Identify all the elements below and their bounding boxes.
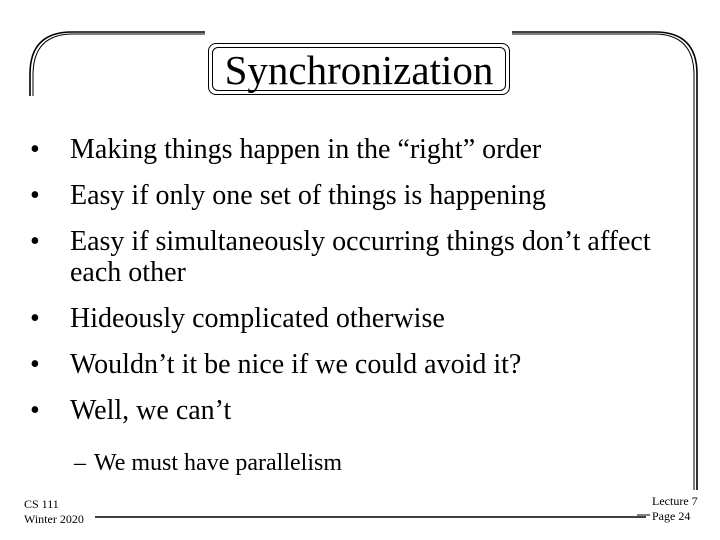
bullet-text: Well, we can’t: [70, 395, 232, 426]
bullet-marker: •: [30, 226, 40, 257]
bullet-text: Hideously complicated otherwise: [70, 303, 445, 334]
title-box: [208, 43, 510, 95]
sub-bullet: [74, 449, 342, 477]
bullet-item: [30, 303, 690, 334]
bullet-list: [30, 134, 690, 441]
footer-course: [24, 497, 84, 527]
lecture-number: Lecture 7: [652, 494, 698, 508]
course-term: Winter 2020: [24, 512, 84, 526]
sub-bullet-marker: –: [74, 450, 86, 476]
bullet-text: Easy if simultaneously occurring things don’t affect each other: [70, 226, 651, 288]
slide-title: Synchronization: [224, 46, 494, 93]
bullet-item: [30, 180, 690, 211]
course-number: CS 111: [24, 497, 59, 511]
bullet-text: Easy if only one set of things is happening: [70, 180, 546, 211]
bullet-marker: •: [30, 180, 40, 211]
bullet-item: [30, 226, 690, 288]
frame-left-curve: [30, 32, 205, 96]
bullet-text: Wouldn’t it be nice if we could avoid it?: [70, 349, 522, 380]
bullet-marker: •: [30, 349, 40, 380]
bullet-marker: •: [30, 134, 40, 165]
bullet-item: [30, 349, 690, 380]
bullet-marker: •: [30, 395, 40, 426]
bullet-text: Making things happen in the “right” order: [70, 134, 542, 165]
page-number: Page 24: [652, 509, 691, 523]
bullet-item: [30, 134, 690, 165]
frame-left-curve-inner: [33, 34, 205, 96]
sub-bullet-text: We must have parallelism: [94, 450, 342, 476]
bullet-item: [30, 395, 690, 426]
footer-lecture: [652, 494, 698, 524]
bullet-marker: •: [30, 303, 40, 334]
